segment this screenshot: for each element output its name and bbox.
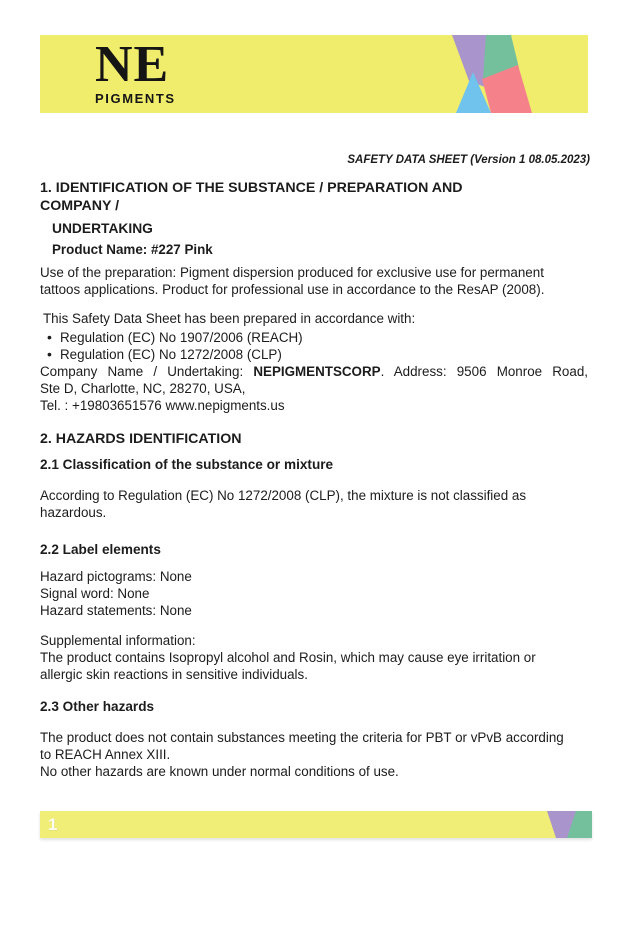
company-label: Company Name / Undertaking: xyxy=(40,364,254,379)
section-hazards xyxy=(40,430,588,780)
other-hazards-paragraph: The product does not contain substances meeting the criteria for PBT or vPvB according to REACH Annex XIII. No other hazards are known under normal conditions of use. xyxy=(40,730,564,779)
document-body xyxy=(0,179,636,780)
section2-2-title: 2.2 Label elements xyxy=(40,542,161,557)
classification-paragraph: According to Regulation (EC) No 1272/2008 (CLP), the mixture is not classified as hazardous. xyxy=(40,488,527,520)
label-elements: Hazard pictograms: None Signal word: None Hazard statements: None xyxy=(40,569,192,618)
company-line: Tel. : +19803651576 www.nepigments.us xyxy=(40,398,285,413)
section-identification xyxy=(40,179,588,414)
footer-decoration xyxy=(40,811,592,838)
document-version-line: SAFETY DATA SHEET (Version 1 08.05.2023) xyxy=(347,154,590,166)
page-number: 1 xyxy=(48,815,58,834)
section2-3-title: 2.3 Other hazards xyxy=(40,699,155,714)
regulation-item: • Regulation (EC) No 1907/2006 (REACH) xyxy=(40,329,588,346)
brand-logo-subtext: PIGMENTS xyxy=(95,91,176,107)
section2-1-title: 2.1 Classification of the substance or mixture xyxy=(40,457,334,472)
regulation-list xyxy=(40,329,588,363)
prepared-in-accordance: This Safety Data Sheet has been prepared in accordance with: xyxy=(43,311,416,326)
section1-title: 1. IDENTIFICATION OF THE SUBSTANCE / PREPARATION AND COMPANY / xyxy=(40,180,463,214)
regulation-item: • Regulation (EC) No 1272/2008 (CLP) xyxy=(40,346,588,363)
brand-logo-text: NE xyxy=(95,36,170,93)
section1-subtitle: UNDERTAKING xyxy=(52,221,153,236)
company-line xyxy=(40,363,588,380)
section2-title: 2. HAZARDS IDENTIFICATION xyxy=(40,431,242,447)
footer-bar xyxy=(40,811,592,838)
company-block xyxy=(40,363,588,414)
company-line: Ste D, Charlotte, NC, 28270, USA, xyxy=(40,381,246,396)
use-of-preparation: Use of the preparation: Pigment dispersion produced for exclusive use for permanent tattoos applications. Product for professional use in accordance to the ResAP (2008). xyxy=(40,265,545,297)
company-name: NEPIGMENTSCORP xyxy=(253,364,381,379)
product-name: Product Name: #227 Pink xyxy=(52,242,213,257)
supplemental-information: Supplemental information: The product contains Isopropyl alcohol and Rosin, which may cause eye irritation or allergic skin reactions in sensitive individuals. xyxy=(40,633,536,682)
sds-page xyxy=(0,35,636,838)
company-address: . Address: 9506 Monroe Road, xyxy=(380,364,588,379)
brand-logo xyxy=(95,36,176,107)
header-banner xyxy=(40,35,588,113)
